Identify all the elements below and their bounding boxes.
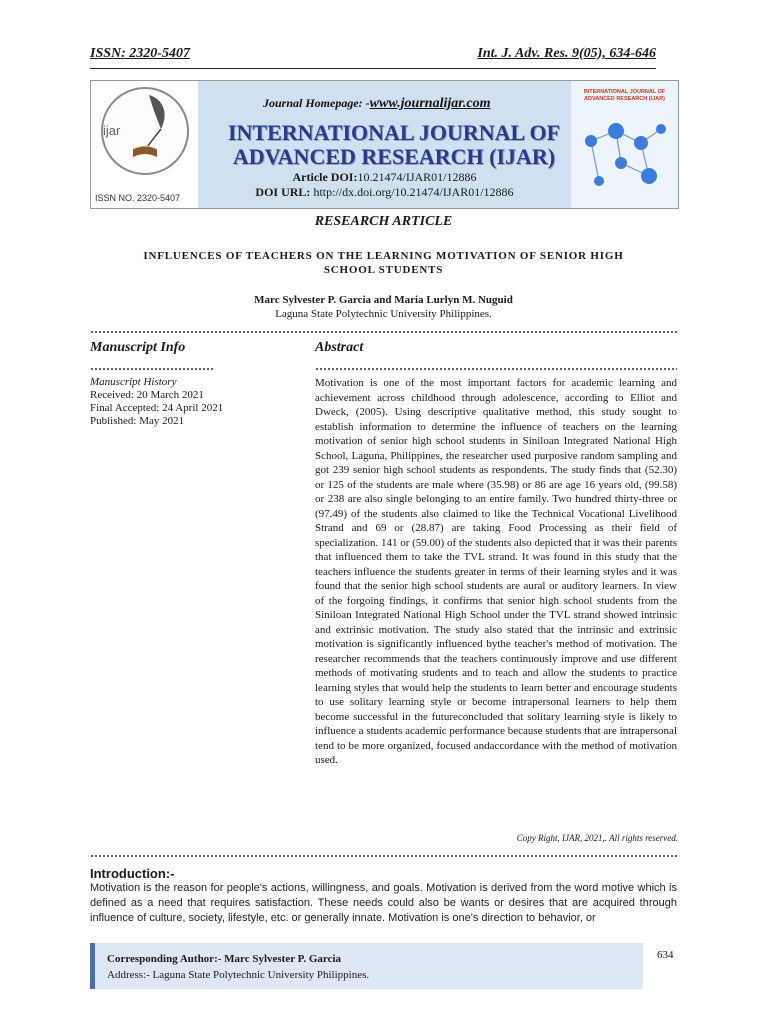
- published-date: Published: May 2021: [90, 415, 185, 427]
- received-date: Received: 20 March 2021: [90, 389, 204, 401]
- article-type: RESEARCH ARTICLE: [314, 214, 453, 229]
- journal-title: [214, 121, 574, 169]
- authors: Marc Sylvester P. Garcia and Maria Lurlyn M. Nuguid: [254, 294, 513, 306]
- doi-url-link[interactable]: http://dx.doi.org/10.21474/IJAR01/12886: [313, 185, 514, 199]
- molecule-icon: [571, 81, 678, 208]
- banner-center: [198, 81, 571, 208]
- introduction-heading: Introduction:-: [90, 866, 175, 881]
- journal-logo: [91, 81, 198, 208]
- journal-title-line2: ADVANCED RESEARCH (IJAR): [232, 144, 556, 169]
- journal-banner: [90, 80, 679, 209]
- paper-title: INFLUENCES OF TEACHERS ON THE LEARNING MOTIVATION OF SENIOR HIGH SCHOOL STUDENTS: [143, 250, 624, 276]
- running-header: [90, 46, 656, 69]
- manuscript-info-heading: Manuscript Info: [90, 340, 186, 355]
- copyright: Copy Right, IJAR, 2021,. All rights reserved.: [516, 833, 678, 843]
- journal-cover-thumbnail: [571, 81, 678, 208]
- journal-homepage: [263, 96, 491, 112]
- homepage-link[interactable]: www.journalijar.com: [369, 96, 491, 111]
- abstract-heading: Abstract: [315, 340, 364, 355]
- article-doi: [198, 170, 571, 185]
- corresponding-author-box: [90, 943, 643, 989]
- logo-issn: ISSN NO. 2320-5407: [95, 193, 181, 203]
- header-citation: Int. J. Adv. Res. 9(05), 634-646: [477, 46, 656, 61]
- homepage-label: Journal Homepage: -: [263, 96, 370, 110]
- corresponding-address: Address:- Laguna State Polytechnic University Philippines.: [107, 969, 370, 981]
- header-issn: ISSN: 2320-5407: [90, 46, 190, 61]
- introduction-text: Motivation is the reason for people's actions, willingness, and goals. Motivation is derived from the word motive which is defined as a need that requires satisfaction. These needs could also be wants or desires that are acquired through influence of culture, society, lifestyle, etc. or generally innate. Motivation is one's direction to behavior, or: [90, 882, 677, 924]
- doi-label: Article DOI:: [292, 170, 358, 184]
- affiliation: Laguna State Polytechnic University Philippines.: [275, 308, 492, 320]
- manuscript-divider: [90, 367, 215, 371]
- accepted-date: Final Accepted: 24 April 2021: [90, 402, 224, 414]
- page-number: 634: [657, 949, 674, 961]
- section-divider-bottom: [90, 854, 677, 858]
- abstract-divider: [315, 367, 677, 371]
- section-divider: [90, 330, 677, 334]
- corresponding-author: Corresponding Author:- Marc Sylvester P. Garcia: [107, 953, 342, 965]
- abstract-text: Motivation is one of the most important factors for academic learning and achievement across childhood through adolescence, according to Elliot and Dweck, (2005). Using descriptive qualitative method, this study sought to establish information to determine the influence of teachers on the learning motivation of senior high school students in Siniloan Integrated National High School, Laguna, Philippines, the researcher used purposive random sampling and got 239 senior high school students as respondents. The study finds that (52.30) or 125 of the students are male where (35.98) or 86 are age 16 years old, (99.58) or 238 are also single belonging to an entire family. Two hundred thirty-three or (97.49) of the students also claimed to like the Technical Vocational Livelihood Strand and 69 or (28.87) are taking Food Processing as their field of specialization. 141 or (59.00) of the students also depicted that it was their parents that influenced them to take the TVL strand. It was found in this study that the teachers influence the students greater in terms of their learning styles and it was found that the senior high school students are aural or auditory learners. In view of the forgoing findings, it confirms that senior high school students from the Siniloan Integrated National High School under the TVL strand showed intrinsic and extrinsic motivation. The study also stated that the intrinsic and extrinsic motivation is significantly influenced bythe teacher's method of motivation. The researcher recommends that the teachers continuously improve and use different methods of motivating students and to teach and allow the students to practice learning styles that would help the students to learn better and encourage students to use solitary learning style or become intrapersonal learners to help them become successful in the futureconcluded that solitary learning style is likely to influence a students academic performance because students that are intrapersonal tend to be more organized, focused andaccordance with the method of motivation used.: [315, 377, 677, 766]
- manuscript-history-label: Manuscript History: [90, 376, 177, 388]
- doi-url-label: DOI URL:: [255, 185, 311, 199]
- cover-title: INTERNATIONAL JOURNAL OF ADVANCED RESEARCH (IJAR): [583, 89, 666, 102]
- doi-value: 10.21474/IJAR01/12886: [357, 170, 477, 184]
- manuscript-info: [90, 376, 223, 428]
- logo-text: ijar: [103, 123, 121, 138]
- journal-title-line1: INTERNATIONAL JOURNAL OF: [227, 120, 561, 145]
- doi-url: [198, 185, 571, 200]
